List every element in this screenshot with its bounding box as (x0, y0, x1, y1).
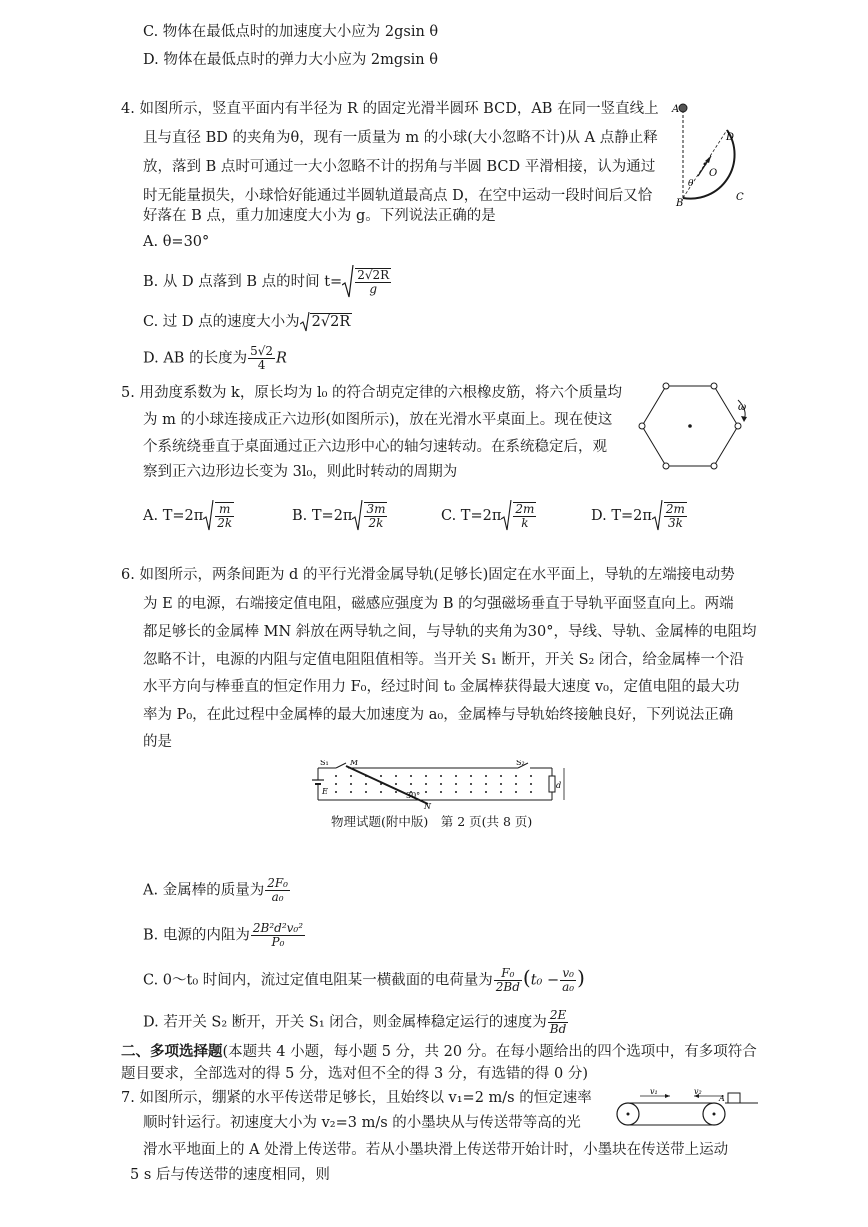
q4-stem-line: 时无能量损失，小球恰好能通过半圆轨道最高点 D，在空中运动一段时间后又恰 (143, 188, 653, 204)
q5-option-prefix: A. T=2π (143, 508, 204, 524)
q6-option-b-prefix: B. 电源的内阻为 (143, 927, 250, 944)
q5-option-d (591, 500, 688, 532)
section-instructions: (本题共 4 小题，每小题 5 分，共 20 分。在每小题给出的四个选项中，有多项符合 (222, 1044, 757, 1060)
fig-label-angle: 30° (406, 791, 421, 800)
q6-stem-line: 为 E 的电源，右端接定值电阻，磁感应强度为 B 的匀强磁场垂直于导轨平面竖直向上。两端 (143, 596, 734, 612)
q6-option-b (143, 922, 306, 949)
q6-stem-line: 6. 如图所示，两条间距为 d 的平行光滑金属导轨(足够长)固定在水平面上，导轨的左端接电动势 (121, 567, 735, 583)
q5-option-c (441, 500, 537, 532)
q5-hexagon-figure (636, 380, 756, 470)
q3-option-c: C. 物体在最低点时的加速度大小应为 2gsin θ (143, 24, 439, 40)
q6-stem-line: 水平方向与棒垂直的恒定作用力 F₀，经过时间 t₀ 金属棒获得最大速度 v₀，定值电阻的最大功 (143, 679, 740, 695)
q4-stem-line: 4. 如图所示，竖直平面内有半径为 R 的固定光滑半圆环 BCD，AB 在同一竖直线上 (121, 101, 659, 117)
q5-stem-line: 5. 用劲度系数为 k，原长均为 l₀ 的符合胡克定律的六根橡皮筋，将六个质量均 (121, 385, 623, 401)
fig-label-a: A (719, 1094, 725, 1103)
q4-option-c-prefix: C. 过 D 点的速度大小为 (143, 314, 300, 330)
fig-label-v2: v₂ (694, 1088, 702, 1096)
sqrt-sign (501, 500, 512, 532)
q6-d-den: Bd (549, 1022, 567, 1036)
q5-num: m (215, 503, 234, 517)
q6-rail-circuit-figure (306, 760, 566, 810)
q5-den: 3k (667, 516, 683, 530)
fig-label-omega: ω (738, 402, 747, 413)
fig-label-s2: S₂ (516, 760, 525, 767)
q4-stem-line: 放，落到 B 点时可通过一大小忽略不计的拐角与半圆 BCD 平滑相接，认为通过 (143, 159, 656, 175)
sqrt-sign (203, 500, 214, 532)
q7-stem-line: 5 s 后与传送带的速度相同，则 (130, 1167, 330, 1183)
q6-c-den: 2Bd (495, 980, 520, 994)
sqrt-sign (652, 500, 663, 532)
fig-label-d: D (726, 132, 735, 143)
q6-stem-line: 忽略不计，电源的内阻与定值电阻阻值相等。当开关 S₁ 断开，开关 S₂ 闭合，给金属棒一个沿 (143, 652, 744, 668)
sqrt-sign (300, 312, 310, 332)
paren-open: ( (522, 965, 531, 990)
fig-label-c: C (736, 192, 744, 203)
q4-option-b-prefix: B. 从 D 点落到 B 点的时间 t= (143, 274, 343, 290)
q6-option-a-prefix: A. 金属棒的质量为 (143, 882, 265, 899)
fig-label-m: M (350, 760, 359, 767)
q6-c-num: F₀ (494, 967, 522, 981)
fig-label-theta: θ (688, 179, 694, 189)
sqrt-sign (342, 265, 354, 299)
q4-option-c (143, 312, 352, 332)
q5-option-prefix: D. T=2π (591, 508, 652, 524)
q5-option-prefix: B. T=2π (292, 508, 353, 524)
q4-b-den: g (369, 282, 377, 296)
q5-den: 2k (217, 516, 233, 530)
q4-semicircle-figure (668, 98, 763, 213)
fig-label-o: O (709, 168, 718, 179)
fig-label-n: N (424, 802, 431, 810)
section-instructions-cont: 题目要求，全部选对的得 5 分，选对但不全的得 3 分，有选错的得 0 分) (121, 1066, 588, 1082)
q5-num: 3m (366, 502, 386, 516)
q5-stem-line: 个系统绕垂直于桌面通过正六边形中心的轴匀速转动。在系统稳定后，观 (143, 439, 607, 455)
q7-stem-line: 7. 如图所示，绷紧的水平传送带足够长，且始终以 v₁=2 m/s 的恒定速率 (121, 1090, 592, 1106)
q6-stem-line: 的是 (143, 734, 172, 750)
q4-option-d-prefix: D. AB 的长度为 (143, 350, 248, 367)
q5-num: 2m (515, 502, 535, 516)
q5-option-prefix: C. T=2π (441, 508, 502, 524)
q4-stem-line: 好落在 B 点，重力加速度大小为 g。下列说法正确的是 (143, 208, 496, 224)
q4-d-suffix: R (276, 350, 287, 367)
fig-label-d: d (556, 781, 562, 790)
paren-close: ) (577, 965, 585, 990)
q3-option-d: D. 物体在最低点时的弹力大小应为 2mgsin θ (143, 52, 438, 68)
q4-stem-line: 且与直径 BD 的夹角为θ，现有一质量为 m 的小球(大小忽略不计)从 A 点静止释 (143, 130, 658, 146)
q7-stem-line: 顺时针运行。初速度大小为 v₂=3 m/s 的小墨块从与传送带等高的光 (143, 1115, 581, 1131)
fig-label-v1: v₁ (650, 1088, 658, 1096)
q6-b-num: 2B²d²v₀² (252, 921, 304, 935)
q5-option-b (292, 500, 388, 532)
q6-d-num: 2E (548, 1009, 569, 1023)
section-heading (121, 1042, 757, 1062)
q6-a-num: 2F₀ (267, 876, 288, 890)
q6-option-a (143, 877, 291, 904)
fig-label-a: A (672, 104, 680, 115)
q6-b-den: P₀ (271, 935, 285, 949)
q5-num: 2m (665, 502, 685, 516)
q6-option-d (143, 1009, 569, 1036)
q4-option-a: A. θ=30° (143, 234, 210, 250)
sqrt-sign (352, 500, 363, 532)
q5-den: 2k (368, 516, 384, 530)
q6-stem-line: 率为 P₀，在此过程中金属棒的最大加速度为 a₀，金属棒与导轨始终接触良好，下列说法正确 (143, 707, 734, 723)
page-footer: 物理试题(附中版) 第 2 页(共 8 页) (331, 814, 533, 829)
q6-c-paren-num: v₀ (560, 967, 576, 981)
q6-c-paren-a: t₀ − (530, 972, 560, 989)
fig-label-e: E (322, 787, 328, 796)
q4-c-root: 2√2R (311, 314, 351, 330)
q5-stem-line: 察到正六边形边长变为 3l₀，则此时转动的周期为 (143, 464, 458, 480)
q4-b-num: 2√2R (357, 268, 390, 282)
q6-option-d-prefix: D. 若开关 S₂ 断开，开关 S₁ 闭合，则金属棒稳定运行的速度为 (143, 1014, 547, 1031)
q6-c-paren-den: a₀ (562, 980, 575, 994)
q4-option-d (143, 345, 287, 372)
q4-option-b (143, 265, 392, 299)
q7-conveyor-figure (610, 1088, 760, 1128)
q7-stem-line: 滑水平地面上的 A 处滑上传送带。若从小墨块滑上传送带开始计时，小墨块在传送带上运动 (143, 1142, 729, 1158)
q6-option-c-prefix: C. 0～t₀ 时间内，流过定值电阻某一横截面的电荷量为 (143, 972, 493, 989)
q6-option-c (143, 967, 585, 994)
q5-stem-line: 为 m 的小球连接成正六边形(如图所示)，放在光滑水平桌面上。现在使这 (143, 412, 613, 428)
fig-label-s1: S₁ (320, 760, 329, 767)
q6-stem-line: 都足够长的金属棒 MN 斜放在两导轨之间，与导轨的夹角为30°，导线、导轨、金属棒的电阻均 (143, 624, 757, 640)
section-title: 二、多项选择题 (121, 1043, 223, 1060)
q4-d-num: 5√2 (250, 344, 273, 358)
fig-label-b: B (676, 198, 684, 209)
q5-option-a (143, 500, 235, 532)
q5-den: k (521, 516, 529, 530)
q6-a-den: a₀ (271, 890, 284, 904)
q4-d-den: 4 (257, 358, 266, 372)
